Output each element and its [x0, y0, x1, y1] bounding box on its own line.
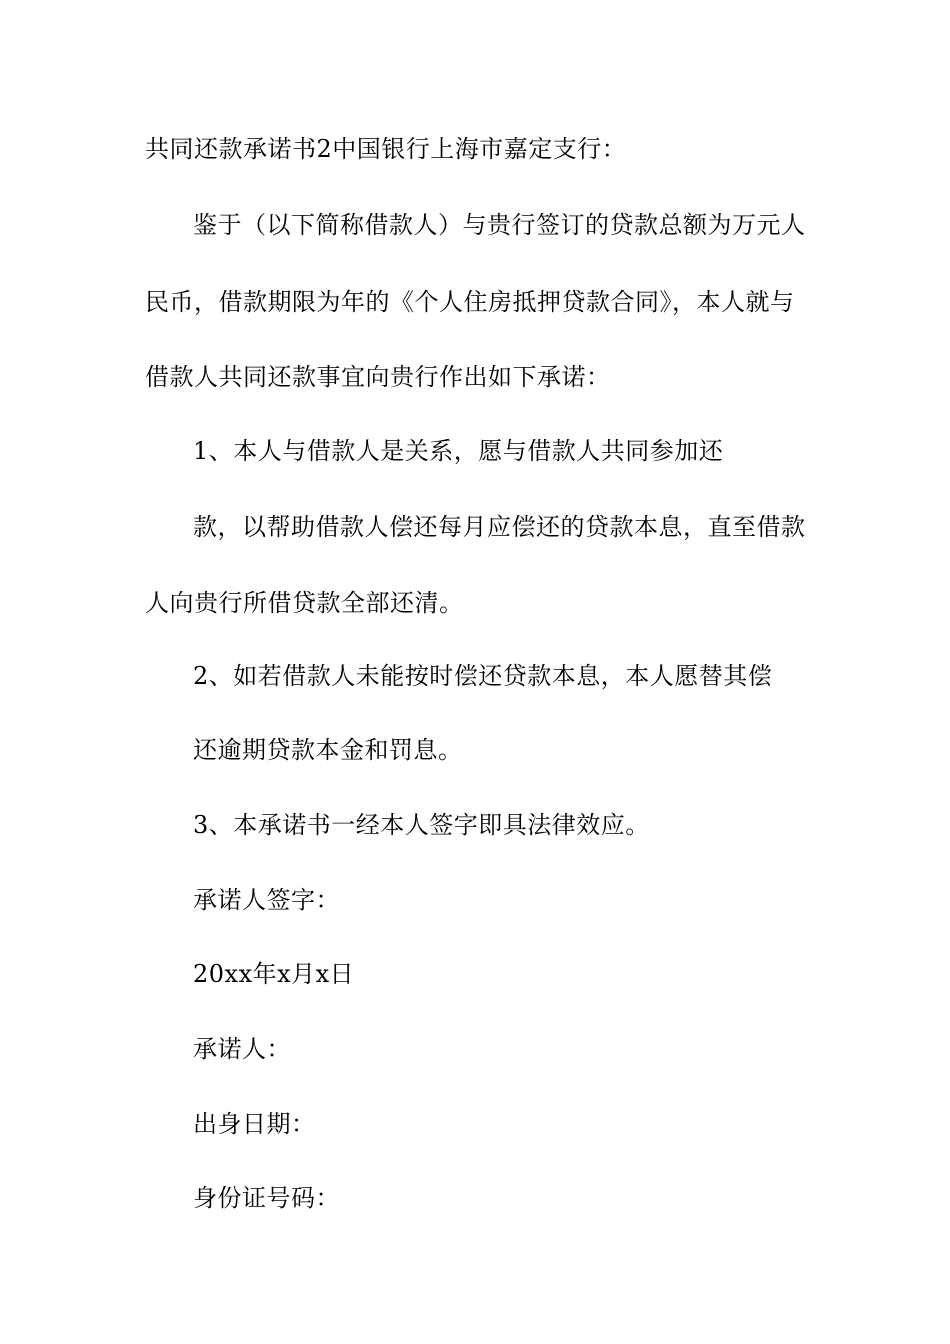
clause-1-line: 款，以帮助借款人偿还每月应偿还的贷款本息，直至借款	[193, 513, 806, 541]
id-number-label: 身份证号码：	[193, 1184, 340, 1212]
document-title-line: 共同还款承诺书2中国银行上海市嘉定支行：	[145, 135, 627, 163]
clause-2-line: 还逾期贷款本金和罚息。	[193, 736, 463, 764]
date-line: 20xx年x月x日	[193, 960, 355, 988]
paragraph-line: 借款人共同还款事宜向贵行作出如下承诺：	[145, 363, 611, 391]
birth-date-label: 出身日期：	[193, 1110, 316, 1138]
promisor-label: 承诺人：	[193, 1035, 291, 1063]
paragraph-line: 民币，借款期限为年的《个人住房抵押贷款合同》，本人就与	[145, 288, 795, 316]
clause-1-line: 1、本人与借款人是关系，愿与借款人共同参加还	[193, 437, 724, 465]
paragraph-line: 鉴于（以下简称借款人）与贵行签订的贷款总额为万元人	[193, 211, 806, 239]
signature-label: 承诺人签字：	[193, 886, 340, 914]
clause-3-line: 3、本承诺书一经本人签字即具法律效应。	[193, 811, 650, 839]
clause-2-line: 2、如若借款人未能按时偿还贷款本息，本人愿替其偿	[193, 662, 773, 690]
clause-1-line: 人向贵行所借贷款全部还清。	[145, 589, 464, 617]
